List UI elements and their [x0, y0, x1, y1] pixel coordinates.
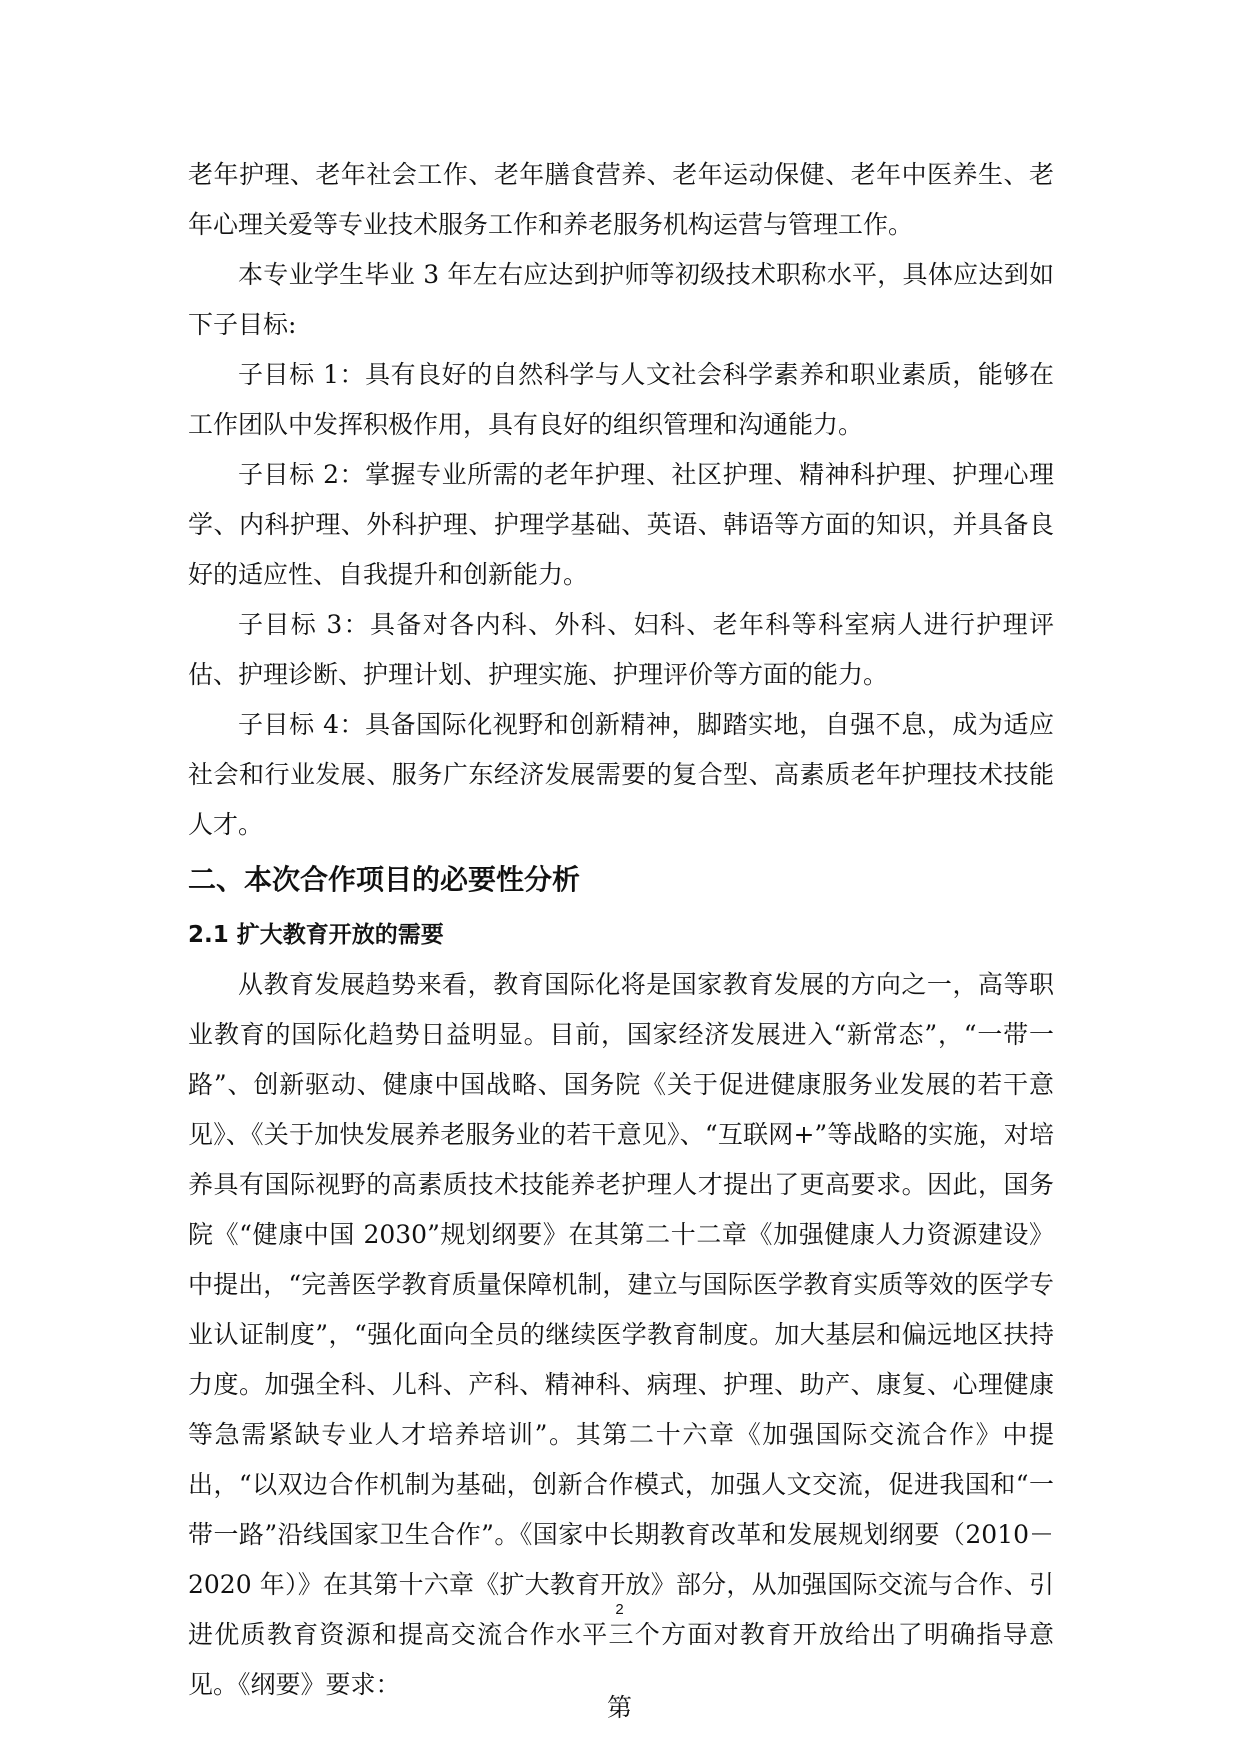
- paragraph-sub-goal-1: 子目标 1：具有良好的自然科学与人文社会科学素养和职业素质，能够在工作团队中发挥积极作用，具有良好的组织管理和沟通能力。: [188, 360, 1054, 439]
- footer-text: 第: [606, 1693, 632, 1722]
- paragraph-sub-goal-2: 子目标 2：掌握专业所需的老年护理、社区护理、精神科护理、护理心理学、内科护理、外科护理、护理学基础、英语、韩语等方面的知识，并具备良好的适应性、自我提升和创新能力。: [188, 460, 1054, 589]
- paragraph-education-opening: 从教育发展趋势来看，教育国际化将是国家教育发展的方向之一，高等职业教育的国际化趋势日益明显。目前，国家经济发展进入“新常态”，“一带一路”、创新驱动、健康中国战略、国务院《关于促进健康服务业发展的若干意见》、《关于加快发展养老服务业的若干意见》、“互联网+”等战略的实施，对培养具有国际视野的高素质技术技能养老护理人才提出了更高要求。因此，国务院《“健康中国 2030”规划纲要》在其第二十二章《加强健康人力资源建设》中提出，“完善医学教育质量保障机制，建立与国际医学教育实质等效的医学专业认证制度”，“强化面向全员的继续医学教育制度。加大基层和偏远地区扶持力度。加强全科、儿科、产科、精神科、病理、护理、助产、康复、心理健康等急需紧缺专业人才培养培训”。其第二十六章《加强国际交流合作》中提出，“以双边合作机制为基础，创新合作模式，加强人文交流，促进我国和“一带一路”沿线国家卫生合作”。《国家中长期教育改革和发展规划纲要（2010－2020 年）》在其第十六章《扩大教育开放》部分，从加强国际交流与合作、引进优质教育资源和提高交流合作水平三个方面对教育开放给出了明确指导意见。《纲要》要求：: [188, 970, 1054, 1699]
- page-number: 2: [615, 1601, 624, 1618]
- subsection-heading: 2.1 扩大教育开放的需要: [188, 922, 444, 948]
- paragraph-graduation-goal: 本专业学生毕业 3 年左右应达到护师等初级技术职称水平，具体应达到如下子目标:: [188, 260, 1054, 339]
- paragraph-sub-goal-4: 子目标 4：具备国际化视野和创新精神，脚踏实地，自强不息，成为适应社会和行业发展、服务广东经济发展需要的复合型、高素质老年护理技术技能人才。: [188, 710, 1054, 839]
- paragraph-continuation: 老年护理、老年社会工作、老年膳食营养、老年运动保健、老年中医养生、老年心理关爱等专业技术服务工作和养老服务机构运营与管理工作。: [188, 160, 1054, 239]
- document-body: [188, 150, 1054, 1710]
- section-heading: 二、本次合作项目的必要性分析: [188, 863, 581, 896]
- paragraph-sub-goal-3: 子目标 3：具备对各内科、外科、妇科、老年科等科室病人进行护理评估、护理诊断、护理计划、护理实施、护理评价等方面的能力。: [188, 610, 1054, 689]
